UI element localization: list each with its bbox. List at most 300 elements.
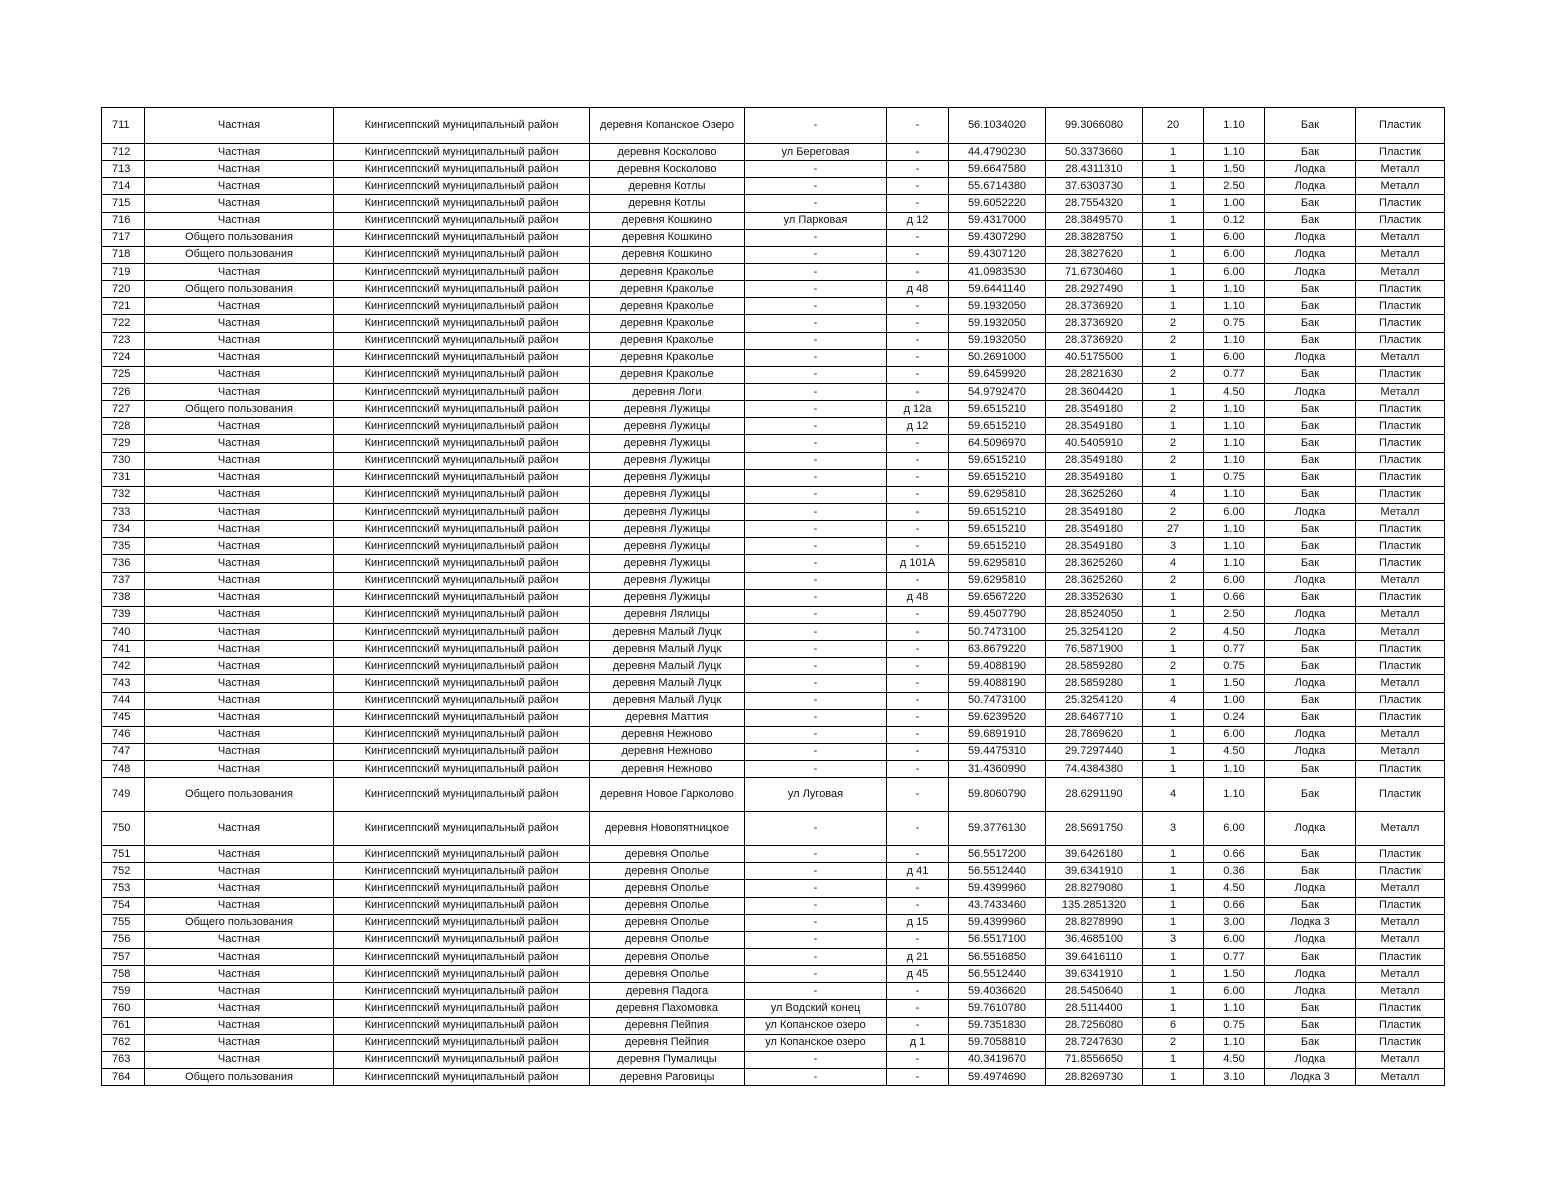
cell-num: 757	[102, 949, 145, 966]
cell-lon: 28.6291190	[1046, 778, 1143, 812]
table-row	[102, 812, 1445, 846]
cell-locality: деревня Пахомовка	[590, 1000, 745, 1017]
cell-ownership: Частная	[145, 212, 334, 229]
cell-locality: деревня Кракольe	[590, 366, 745, 383]
cell-street: -	[745, 503, 887, 520]
table-row	[102, 521, 1445, 538]
cell-street: -	[745, 418, 887, 435]
cell-ownership: Частная	[145, 709, 334, 726]
cell-num: 746	[102, 726, 145, 743]
cell-num: 760	[102, 1000, 145, 1017]
table-row	[102, 606, 1445, 623]
cell-type: Лодка	[1265, 246, 1356, 263]
cell-lat: 59.1932050	[949, 332, 1046, 349]
cell-lon: 28.8524050	[1046, 606, 1143, 623]
cell-ownership: Частная	[145, 161, 334, 178]
cell-count: 1	[1143, 1069, 1204, 1086]
cell-street: -	[745, 469, 887, 486]
table-row	[102, 315, 1445, 332]
cell-lat: 56.5517100	[949, 931, 1046, 948]
cell-lat: 59.6515210	[949, 452, 1046, 469]
cell-type: Лодка	[1265, 572, 1356, 589]
table-row	[102, 195, 1445, 212]
cell-lon: 40.5405910	[1046, 435, 1143, 452]
cell-ownership: Частная	[145, 931, 334, 948]
cell-district: Кингисеппский муниципальный район	[334, 555, 590, 572]
cell-type: Бак	[1265, 846, 1356, 863]
cell-count: 3	[1143, 538, 1204, 555]
cell-volume: 1.10	[1204, 555, 1265, 572]
cell-district: Кингисеппский муниципальный район	[334, 315, 590, 332]
cell-lat: 59.3776130	[949, 812, 1046, 846]
cell-lon: 28.3736920	[1046, 298, 1143, 315]
cell-count: 1	[1143, 195, 1204, 212]
cell-house: д 12	[887, 418, 949, 435]
cell-count: 1	[1143, 349, 1204, 366]
cell-house: -	[887, 743, 949, 760]
cell-lat: 59.8060790	[949, 778, 1046, 812]
cell-material: Металл	[1356, 1069, 1445, 1086]
cell-lon: 28.5859280	[1046, 675, 1143, 692]
cell-count: 1	[1143, 606, 1204, 623]
cell-num: 748	[102, 761, 145, 778]
cell-lat: 59.6515210	[949, 538, 1046, 555]
cell-volume: 1.10	[1204, 486, 1265, 503]
cell-volume: 1.50	[1204, 966, 1265, 983]
cell-house: -	[887, 435, 949, 452]
table-row	[102, 641, 1445, 658]
cell-locality: деревня Косколово	[590, 161, 745, 178]
cell-lon: 28.3549180	[1046, 538, 1143, 555]
cell-street: -	[745, 709, 887, 726]
cell-district: Кингисеппский муниципальный район	[334, 108, 590, 144]
cell-count: 1	[1143, 1051, 1204, 1068]
cell-num: 720	[102, 281, 145, 298]
cell-lon: 39.6426180	[1046, 846, 1143, 863]
cell-street: -	[745, 949, 887, 966]
cell-ownership: Частная	[145, 897, 334, 914]
cell-house: -	[887, 366, 949, 383]
cell-count: 1	[1143, 743, 1204, 760]
cell-material: Металл	[1356, 178, 1445, 195]
cell-district: Кингисеппский муниципальный район	[334, 589, 590, 606]
table-row	[102, 1017, 1445, 1034]
cell-house: д 45	[887, 966, 949, 983]
cell-ownership: Частная	[145, 144, 334, 161]
cell-material: Металл	[1356, 606, 1445, 623]
cell-ownership: Частная	[145, 812, 334, 846]
cell-count: 2	[1143, 503, 1204, 520]
cell-lat: 59.4088190	[949, 675, 1046, 692]
cell-count: 20	[1143, 108, 1204, 144]
cell-house: -	[887, 606, 949, 623]
cell-material: Металл	[1356, 914, 1445, 931]
cell-count: 1	[1143, 641, 1204, 658]
cell-district: Кингисеппский муниципальный район	[334, 778, 590, 812]
cell-locality: деревня Падога	[590, 983, 745, 1000]
cell-type: Бак	[1265, 692, 1356, 709]
cell-count: 1	[1143, 383, 1204, 400]
cell-ownership: Общего пользования	[145, 1069, 334, 1086]
cell-district: Кингисеппский муниципальный район	[334, 144, 590, 161]
cell-locality: деревня Ополье	[590, 880, 745, 897]
cell-num: 725	[102, 366, 145, 383]
cell-ownership: Частная	[145, 418, 334, 435]
table-row	[102, 778, 1445, 812]
cell-street: -	[745, 589, 887, 606]
cell-lon: 28.3604420	[1046, 383, 1143, 400]
cell-volume: 0.66	[1204, 897, 1265, 914]
cell-lat: 43.7433460	[949, 897, 1046, 914]
cell-ownership: Частная	[145, 332, 334, 349]
cell-count: 1	[1143, 161, 1204, 178]
cell-type: Бак	[1265, 1000, 1356, 1017]
cell-lat: 59.6515210	[949, 503, 1046, 520]
cell-type: Лодка	[1265, 229, 1356, 246]
cell-house: -	[887, 486, 949, 503]
cell-lat: 56.5512440	[949, 966, 1046, 983]
cell-lat: 59.6515210	[949, 469, 1046, 486]
cell-volume: 1.10	[1204, 281, 1265, 298]
cell-material: Металл	[1356, 726, 1445, 743]
cell-count: 1	[1143, 469, 1204, 486]
cell-district: Кингисеппский муниципальный район	[334, 469, 590, 486]
cell-ownership: Частная	[145, 521, 334, 538]
cell-street: -	[745, 743, 887, 760]
cell-type: Бак	[1265, 332, 1356, 349]
cell-street: -	[745, 966, 887, 983]
cell-material: Пластик	[1356, 521, 1445, 538]
cell-house: -	[887, 658, 949, 675]
cell-material: Пластик	[1356, 778, 1445, 812]
cell-lon: 36.4685100	[1046, 931, 1143, 948]
cell-lon: 71.6730460	[1046, 263, 1143, 280]
cell-volume: 0.36	[1204, 863, 1265, 880]
cell-house: д 21	[887, 949, 949, 966]
cell-street: -	[745, 246, 887, 263]
cell-lon: 28.7869620	[1046, 726, 1143, 743]
cell-num: 745	[102, 709, 145, 726]
cell-house: -	[887, 675, 949, 692]
cell-volume: 6.00	[1204, 812, 1265, 846]
cell-lat: 59.4317000	[949, 212, 1046, 229]
cell-house: -	[887, 452, 949, 469]
cell-material: Металл	[1356, 931, 1445, 948]
cell-district: Кингисеппский муниципальный район	[334, 1017, 590, 1034]
cell-material: Пластик	[1356, 281, 1445, 298]
cell-volume: 0.77	[1204, 641, 1265, 658]
cell-type: Лодка	[1265, 1051, 1356, 1068]
cell-house: -	[887, 178, 949, 195]
cell-street: -	[745, 108, 887, 144]
cell-house: -	[887, 144, 949, 161]
cell-lon: 28.3849570	[1046, 212, 1143, 229]
table-row	[102, 281, 1445, 298]
cell-volume: 4.50	[1204, 743, 1265, 760]
cell-lon: 28.7247630	[1046, 1034, 1143, 1051]
cell-volume: 6.00	[1204, 229, 1265, 246]
cell-material: Металл	[1356, 983, 1445, 1000]
cell-num: 742	[102, 658, 145, 675]
cell-street: -	[745, 726, 887, 743]
cell-lon: 28.3625260	[1046, 555, 1143, 572]
cell-ownership: Частная	[145, 452, 334, 469]
cell-lon: 25.3254120	[1046, 623, 1143, 640]
cell-street: -	[745, 315, 887, 332]
cell-num: 719	[102, 263, 145, 280]
cell-district: Кингисеппский муниципальный район	[334, 383, 590, 400]
cell-num: 734	[102, 521, 145, 538]
cell-locality: деревня Маттия	[590, 709, 745, 726]
cell-locality: деревня Лужицы	[590, 538, 745, 555]
cell-type: Бак	[1265, 863, 1356, 880]
cell-house: -	[887, 572, 949, 589]
cell-district: Кингисеппский муниципальный район	[334, 452, 590, 469]
cell-num: 752	[102, 863, 145, 880]
cell-num: 727	[102, 401, 145, 418]
cell-volume: 0.75	[1204, 658, 1265, 675]
cell-locality: деревня Кошкино	[590, 246, 745, 263]
cell-ownership: Общего пользования	[145, 401, 334, 418]
cell-volume: 6.00	[1204, 503, 1265, 520]
cell-street: -	[745, 452, 887, 469]
cell-material: Пластик	[1356, 863, 1445, 880]
cell-locality: деревня Пейпия	[590, 1034, 745, 1051]
cell-count: 2	[1143, 332, 1204, 349]
cell-district: Кингисеппский муниципальный район	[334, 623, 590, 640]
cell-volume: 6.00	[1204, 726, 1265, 743]
cell-material: Пластик	[1356, 692, 1445, 709]
cell-lon: 99.3066080	[1046, 108, 1143, 144]
cell-volume: 0.75	[1204, 469, 1265, 486]
cell-district: Кингисеппский муниципальный район	[334, 606, 590, 623]
container-site-table	[101, 107, 1445, 1086]
cell-lon: 28.3736920	[1046, 332, 1143, 349]
cell-lat: 54.9792470	[949, 383, 1046, 400]
cell-lon: 28.7554320	[1046, 195, 1143, 212]
cell-street: -	[745, 931, 887, 948]
cell-street: -	[745, 623, 887, 640]
table-row	[102, 229, 1445, 246]
cell-num: 712	[102, 144, 145, 161]
cell-material: Пластик	[1356, 761, 1445, 778]
cell-street: -	[745, 486, 887, 503]
cell-volume: 0.77	[1204, 366, 1265, 383]
cell-district: Кингисеппский муниципальный район	[334, 846, 590, 863]
cell-district: Кингисеппский муниципальный район	[334, 675, 590, 692]
cell-material: Металл	[1356, 229, 1445, 246]
cell-lon: 28.3828750	[1046, 229, 1143, 246]
cell-ownership: Частная	[145, 983, 334, 1000]
cell-district: Кингисеппский муниципальный район	[334, 658, 590, 675]
cell-house: д 12	[887, 212, 949, 229]
cell-house: -	[887, 761, 949, 778]
cell-type: Бак	[1265, 1017, 1356, 1034]
cell-material: Пластик	[1356, 846, 1445, 863]
cell-volume: 3.00	[1204, 914, 1265, 931]
cell-type: Бак	[1265, 538, 1356, 555]
cell-lat: 59.6515210	[949, 521, 1046, 538]
cell-locality: деревня Лужицы	[590, 555, 745, 572]
cell-volume: 0.66	[1204, 846, 1265, 863]
cell-lon: 28.8278990	[1046, 914, 1143, 931]
cell-lat: 59.1932050	[949, 315, 1046, 332]
cell-volume: 4.50	[1204, 623, 1265, 640]
cell-locality: деревня Ополье	[590, 863, 745, 880]
cell-num: 739	[102, 606, 145, 623]
cell-type: Бак	[1265, 315, 1356, 332]
cell-street: -	[745, 521, 887, 538]
cell-type: Лодка	[1265, 161, 1356, 178]
cell-lat: 40.3419670	[949, 1051, 1046, 1068]
cell-district: Кингисеппский муниципальный район	[334, 1000, 590, 1017]
cell-count: 1	[1143, 880, 1204, 897]
cell-district: Кингисеппский муниципальный район	[334, 743, 590, 760]
cell-material: Пластик	[1356, 949, 1445, 966]
cell-lat: 44.4790230	[949, 144, 1046, 161]
cell-lon: 71.8556650	[1046, 1051, 1143, 1068]
cell-lon: 50.3373660	[1046, 144, 1143, 161]
cell-ownership: Частная	[145, 606, 334, 623]
cell-street: -	[745, 641, 887, 658]
cell-lat: 56.5517200	[949, 846, 1046, 863]
cell-ownership: Частная	[145, 108, 334, 144]
cell-house: -	[887, 538, 949, 555]
cell-num: 722	[102, 315, 145, 332]
cell-volume: 6.00	[1204, 246, 1265, 263]
cell-type: Лодка	[1265, 503, 1356, 520]
table-row	[102, 914, 1445, 931]
cell-ownership: Частная	[145, 383, 334, 400]
cell-lon: 28.5859280	[1046, 658, 1143, 675]
cell-volume: 1.50	[1204, 161, 1265, 178]
cell-material: Пластик	[1356, 418, 1445, 435]
cell-district: Кингисеппский муниципальный район	[334, 949, 590, 966]
cell-locality: деревня Лужицы	[590, 572, 745, 589]
table-row	[102, 298, 1445, 315]
cell-lon: 28.3625260	[1046, 486, 1143, 503]
cell-lon: 28.6467710	[1046, 709, 1143, 726]
cell-lon: 76.5871900	[1046, 641, 1143, 658]
cell-lat: 59.6239520	[949, 709, 1046, 726]
cell-count: 2	[1143, 366, 1204, 383]
cell-lat: 59.4307290	[949, 229, 1046, 246]
cell-locality: деревня Нежново	[590, 743, 745, 760]
cell-lat: 59.4399960	[949, 914, 1046, 931]
cell-lat: 59.4507790	[949, 606, 1046, 623]
cell-house: -	[887, 846, 949, 863]
cell-volume: 2.50	[1204, 178, 1265, 195]
cell-street: -	[745, 178, 887, 195]
cell-type: Лодка	[1265, 606, 1356, 623]
cell-locality: деревня Лужицы	[590, 503, 745, 520]
cell-material: Пластик	[1356, 298, 1445, 315]
cell-volume: 1.10	[1204, 1034, 1265, 1051]
cell-type: Бак	[1265, 418, 1356, 435]
table-row	[102, 966, 1445, 983]
cell-locality: деревня Лужицы	[590, 435, 745, 452]
table-row	[102, 709, 1445, 726]
cell-count: 1	[1143, 298, 1204, 315]
cell-count: 1	[1143, 418, 1204, 435]
cell-type: Бак	[1265, 897, 1356, 914]
cell-street: -	[745, 195, 887, 212]
cell-material: Пластик	[1356, 144, 1445, 161]
cell-lat: 59.4974690	[949, 1069, 1046, 1086]
cell-num: 718	[102, 246, 145, 263]
cell-street: -	[745, 846, 887, 863]
cell-house: -	[887, 108, 949, 144]
cell-ownership: Частная	[145, 623, 334, 640]
cell-volume: 1.10	[1204, 778, 1265, 812]
cell-lat: 59.1932050	[949, 298, 1046, 315]
cell-district: Кингисеппский муниципальный район	[334, 1069, 590, 1086]
cell-street: ул Копанское озеро	[745, 1017, 887, 1034]
cell-ownership: Частная	[145, 486, 334, 503]
cell-num: 756	[102, 931, 145, 948]
cell-lon: 28.3549180	[1046, 401, 1143, 418]
cell-locality: деревня Малый Луцк	[590, 641, 745, 658]
cell-material: Металл	[1356, 572, 1445, 589]
cell-count: 2	[1143, 658, 1204, 675]
cell-locality: деревня Ополье	[590, 897, 745, 914]
cell-district: Кингисеппский муниципальный район	[334, 212, 590, 229]
cell-ownership: Частная	[145, 349, 334, 366]
cell-material: Пластик	[1356, 212, 1445, 229]
cell-ownership: Частная	[145, 692, 334, 709]
cell-lon: 25.3254120	[1046, 692, 1143, 709]
cell-type: Лодка 3	[1265, 914, 1356, 931]
cell-house: д 12а	[887, 401, 949, 418]
cell-ownership: Общего пользования	[145, 281, 334, 298]
cell-material: Металл	[1356, 161, 1445, 178]
cell-district: Кингисеппский муниципальный район	[334, 349, 590, 366]
cell-count: 1	[1143, 144, 1204, 161]
cell-type: Бак	[1265, 949, 1356, 966]
cell-locality: деревня Лужицы	[590, 589, 745, 606]
cell-material: Пластик	[1356, 401, 1445, 418]
cell-locality: деревня Лужицы	[590, 401, 745, 418]
cell-material: Пластик	[1356, 366, 1445, 383]
cell-district: Кингисеппский муниципальный район	[334, 812, 590, 846]
cell-lon: 28.8279080	[1046, 880, 1143, 897]
cell-volume: 6.00	[1204, 572, 1265, 589]
cell-num: 715	[102, 195, 145, 212]
cell-ownership: Общего пользования	[145, 914, 334, 931]
cell-type: Лодка	[1265, 349, 1356, 366]
cell-street: -	[745, 692, 887, 709]
cell-volume: 0.24	[1204, 709, 1265, 726]
cell-count: 1	[1143, 178, 1204, 195]
cell-num: 732	[102, 486, 145, 503]
table-row	[102, 469, 1445, 486]
cell-street: -	[745, 1069, 887, 1086]
cell-locality: деревня Ополье	[590, 914, 745, 931]
table-row	[102, 863, 1445, 880]
cell-district: Кингисеппский муниципальный район	[334, 761, 590, 778]
cell-ownership: Частная	[145, 880, 334, 897]
cell-material: Пластик	[1356, 897, 1445, 914]
cell-lon: 135.2851320	[1046, 897, 1143, 914]
table-row	[102, 880, 1445, 897]
cell-lon: 29.7297440	[1046, 743, 1143, 760]
cell-num: 754	[102, 897, 145, 914]
cell-locality: деревня Кошкино	[590, 212, 745, 229]
cell-street: -	[745, 658, 887, 675]
table-row	[102, 726, 1445, 743]
table-row	[102, 246, 1445, 263]
cell-volume: 1.10	[1204, 521, 1265, 538]
